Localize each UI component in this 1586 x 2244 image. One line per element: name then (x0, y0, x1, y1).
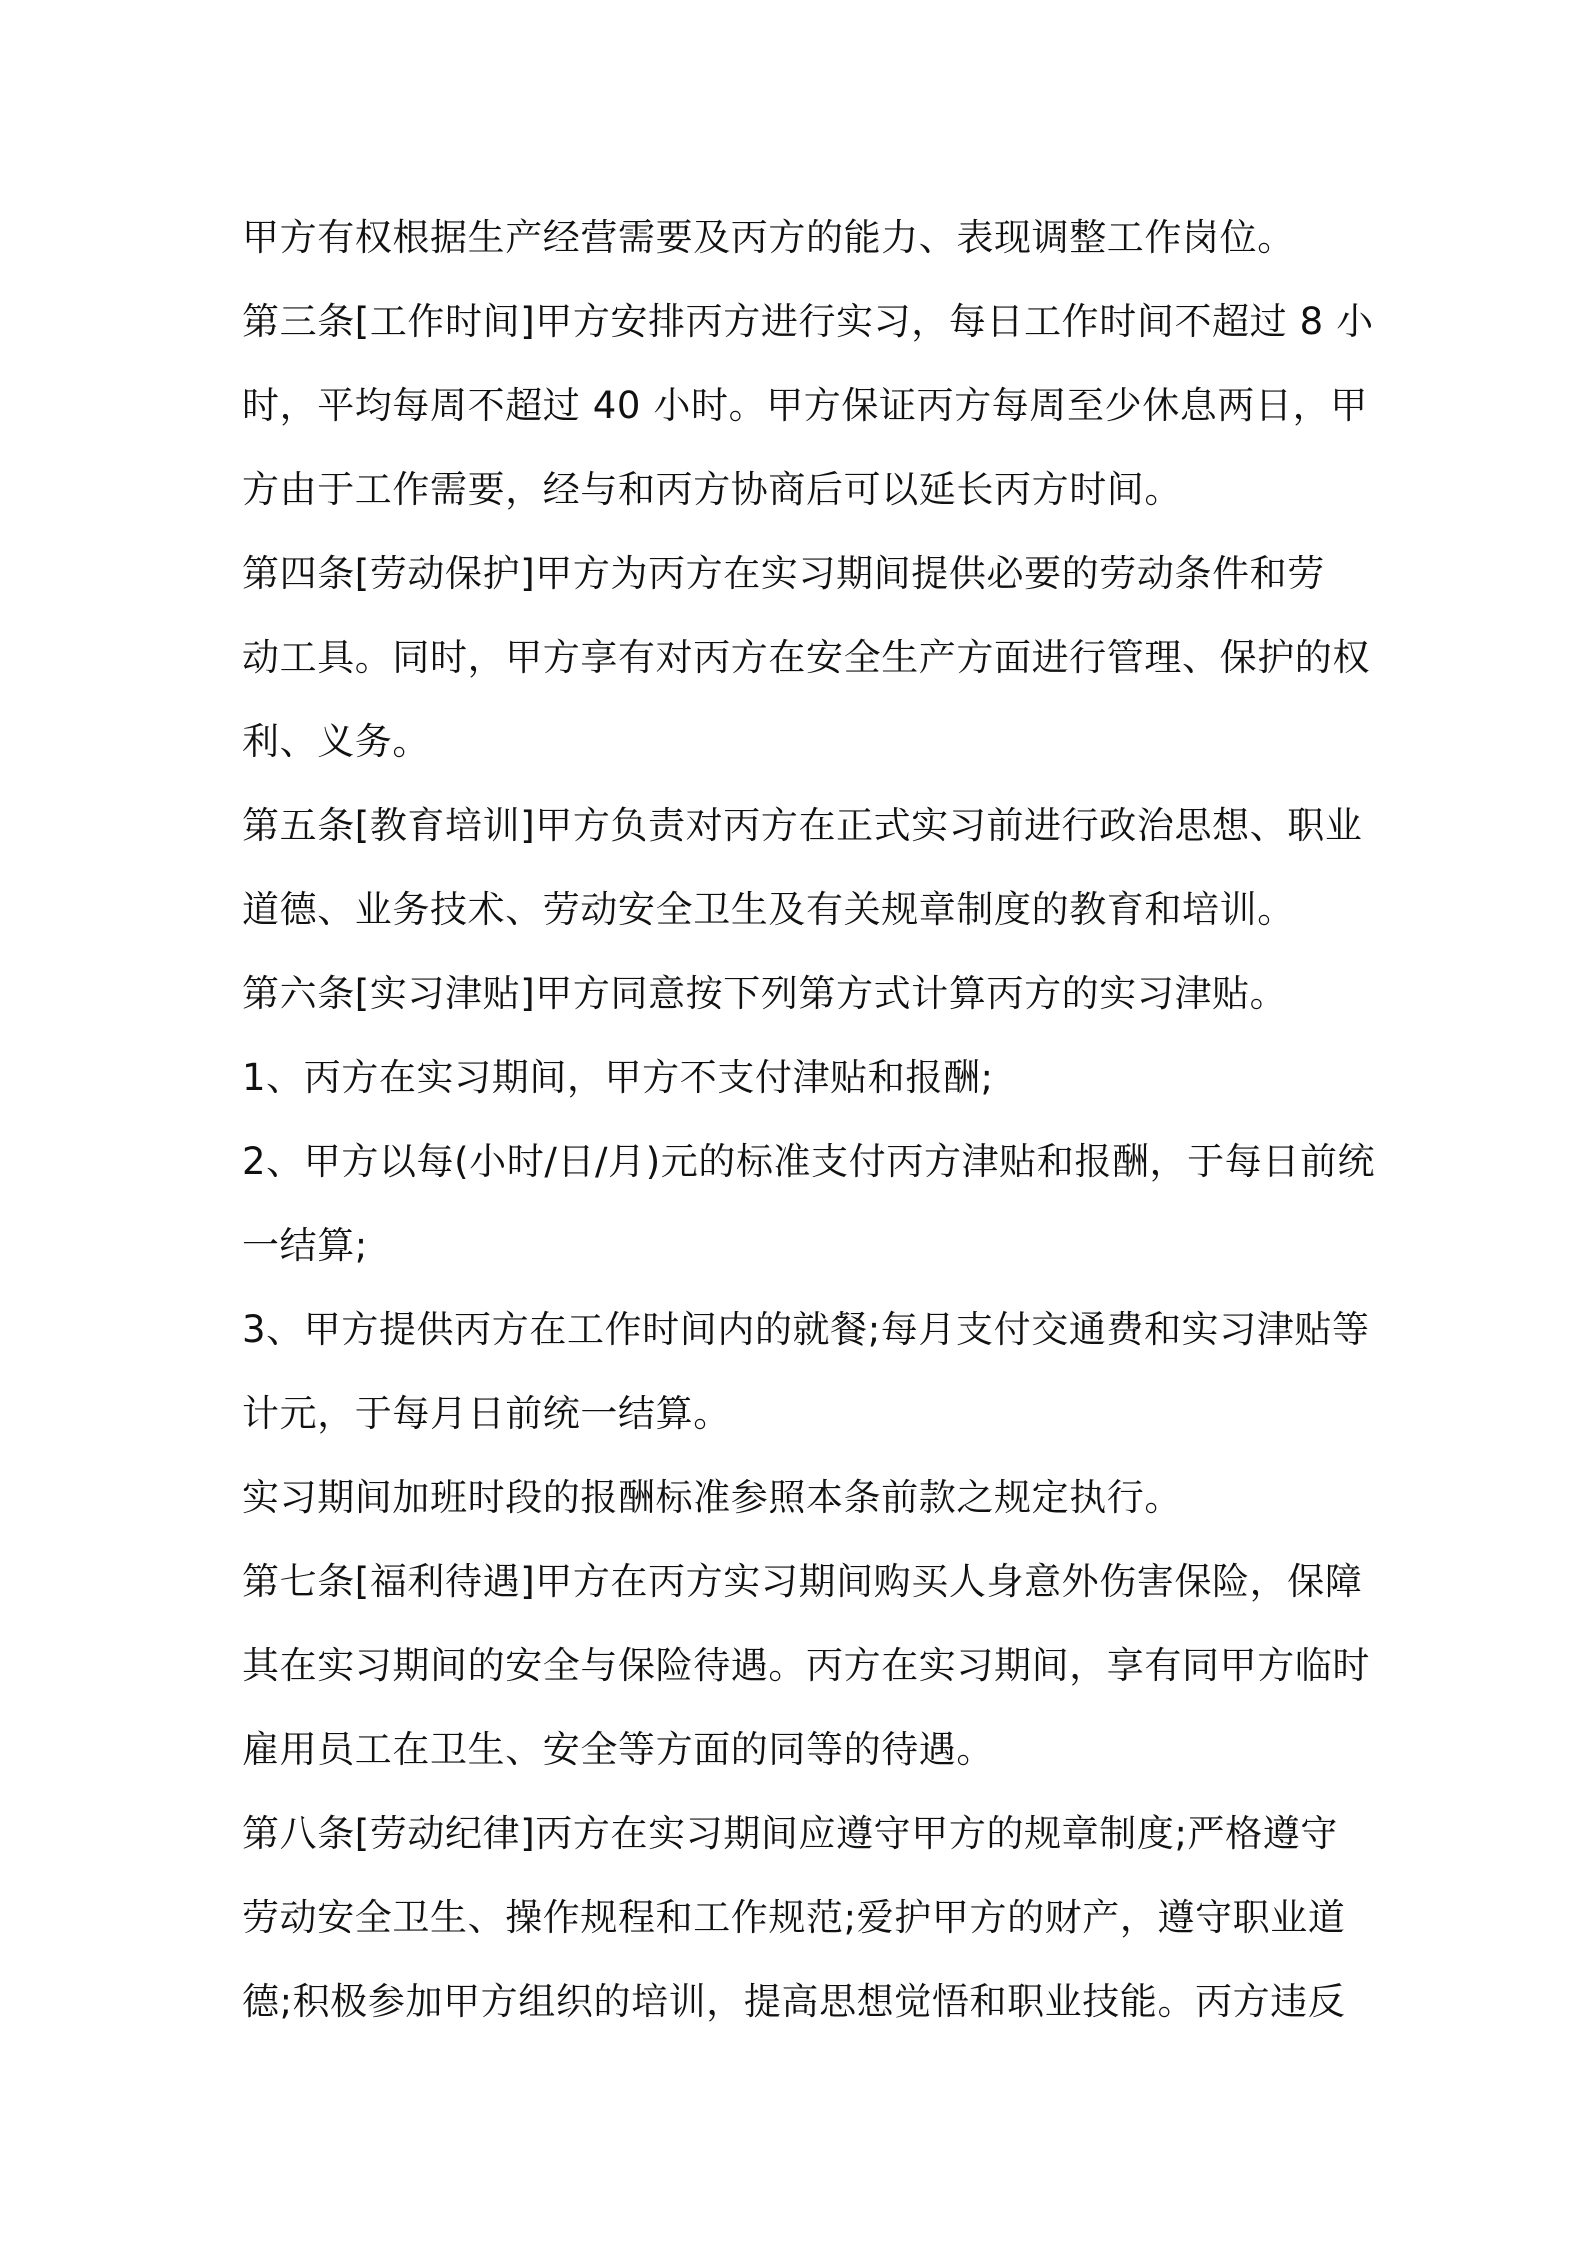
text-line: 劳动安全卫生、操作规程和工作规范;爱护甲方的财产，遵守职业道 (242, 1896, 1346, 1939)
text-line: 第三条[工作时间]甲方安排丙方进行实习，每日工作时间不超过 8 小 (242, 300, 1374, 343)
text-line: 实习期间加班时段的报酬标准参照本条前款之规定执行。 (242, 1476, 1182, 1519)
text-line: 计元，于每月日前统一结算。 (242, 1392, 731, 1435)
text-line: 第五条[教育培训]甲方负责对丙方在正式实习前进行政治思想、职业 (242, 804, 1363, 847)
text-line: 第六条[实习津贴]甲方同意按下列第方式计算丙方的实习津贴。 (242, 972, 1288, 1015)
text-line: 方由于工作需要，经与和丙方协商后可以延长丙方时间。 (242, 468, 1182, 511)
text-line: 道德、业务技术、劳动安全卫生及有关规章制度的教育和培训。 (242, 888, 1295, 931)
text-line: 其在实习期间的安全与保险待遇。丙方在实习期间，享有同甲方临时 (242, 1644, 1370, 1687)
text-line: 利、义务。 (242, 720, 430, 763)
text-line: 时，平均每周不超过 40 小时。甲方保证丙方每周至少休息两日，甲 (242, 384, 1368, 427)
text-line: 德;积极参加甲方组织的培训，提高思想觉悟和职业技能。丙方违反 (242, 1980, 1346, 2023)
text-line: 一结算; (242, 1224, 368, 1267)
text-line: 第八条[劳动纪律]丙方在实习期间应遵守甲方的规章制度;严格遵守 (242, 1812, 1338, 1855)
document-body (242, 196, 1376, 2044)
text-line: 3、甲方提供丙方在工作时间内的就餐;每月支付交通费和实习津贴等 (242, 1308, 1370, 1351)
text-line: 雇用员工在卫生、安全等方面的同等的待遇。 (242, 1728, 994, 1771)
text-line: 1、丙方在实习期间，甲方不支付津贴和报酬; (242, 1056, 994, 1099)
text-line: 第七条[福利待遇]甲方在丙方实习期间购买人身意外伤害保险，保障 (242, 1560, 1363, 1603)
text-line: 2、甲方以每(小时/日/月)元的标准支付丙方津贴和报酬，于每日前统 (242, 1140, 1376, 1183)
text-line: 第四条[劳动保护]甲方为丙方在实习期间提供必要的劳动条件和劳 (242, 552, 1325, 595)
text-line: 甲方有权根据生产经营需要及丙方的能力、表现调整工作岗位。 (242, 216, 1295, 259)
text-line: 动工具。同时，甲方享有对丙方在安全生产方面进行管理、保护的权 (242, 636, 1370, 679)
